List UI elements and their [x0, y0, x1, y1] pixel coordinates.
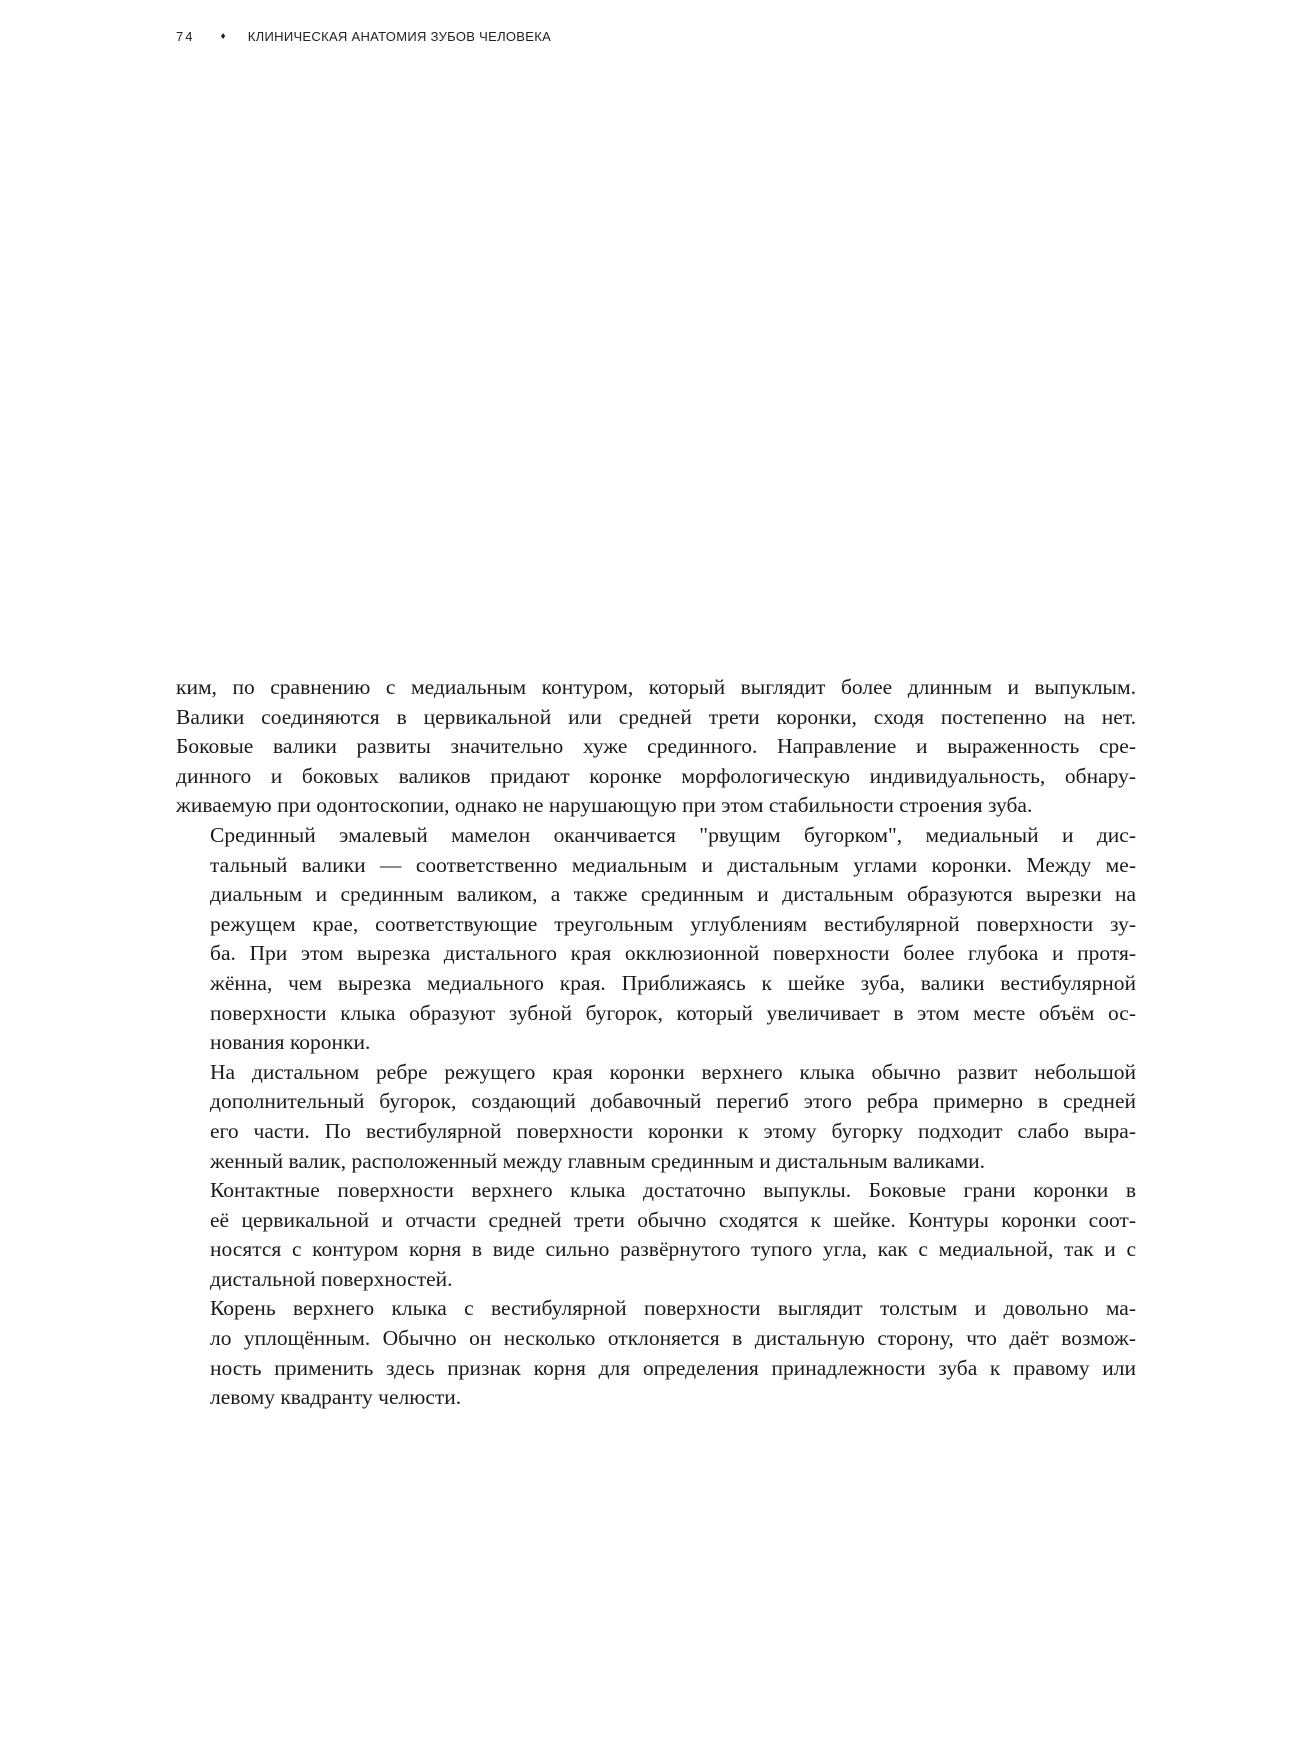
paragraph [176, 673, 1136, 821]
running-head [176, 29, 551, 44]
text-line: тальный валики — соответственно медиальным и дистальным углами коронки. Между ме- [210, 852, 1136, 877]
text-line: живаемую при одонтоскопии, однако не нарушающую при этом стабильности строения зуба. [176, 793, 1033, 818]
text-line: левому квадранту челюсти. [210, 1385, 462, 1410]
text-line: женный валик, расположенный между главным срединным и дистальным валиками. [210, 1148, 985, 1173]
paragraph [176, 821, 1136, 1058]
paragraph [176, 1176, 1136, 1294]
text-line: дополнительный бугорок, создающий добавочный перегиб этого ребра примерно в средней [210, 1089, 1136, 1114]
body-text [176, 673, 1136, 1413]
text-line: её цервикальной и отчасти средней трети обычно сходятся к шейке. Контуры коронки соот- [210, 1207, 1136, 1232]
text-line: На дистальном ребре режущего края коронки верхнего клыка обычно развит небольшой [210, 1059, 1136, 1084]
text-line: ло уплощённым. Обычно он несколько отклоняется в дистальную сторону, что даёт возмож- [210, 1326, 1136, 1351]
text-line: Боковые валики развиты значительно хуже срединного. Направление и выраженность сре- [176, 734, 1136, 759]
text-line: его части. По вестибулярной поверхности коронки к этому бугорку подходит слабо выра- [210, 1118, 1136, 1143]
text-line: ким, по сравнению с медиальным контуром, который выглядит более длинным и выпуклым. [176, 675, 1136, 699]
paragraph [176, 1058, 1136, 1176]
running-title: КЛИНИЧЕСКАЯ АНАТОМИЯ ЗУБОВ ЧЕЛОВЕКА [247, 29, 552, 44]
text-line: дистальной поверхностей. [210, 1266, 453, 1291]
text-line: Срединный эмалевый мамелон оканчивается "рвущим бугорком", медиальный и дис- [210, 822, 1136, 847]
text-line: носятся с контуром корня в виде сильно развёрнутого тупого угла, как с медиальной, так и с [210, 1237, 1136, 1262]
page-number: 74 [176, 29, 195, 44]
diamond-separator-icon: ♦ [220, 31, 226, 42]
text-line: диальным и срединным валиком, а также срединным и дистальным образуются вырезки на [210, 882, 1136, 907]
text-line: Корень верхнего клыка с вестибулярной поверхности выглядит толстым и довольно ма- [210, 1296, 1136, 1321]
text-line: ба. При этом вырезка дистального края окклюзионной поверхности более глубока и протя- [210, 941, 1136, 966]
text-line: нования коронки. [210, 1030, 371, 1055]
text-line: жённа, чем вырезка медиального края. Приближаясь к шейке зуба, валики вестибулярной [210, 970, 1136, 995]
paragraph [176, 1294, 1136, 1412]
text-line: динного и боковых валиков придают коронке морфологическую индивидуальность, обнару- [176, 763, 1136, 788]
text-line: поверхности клыка образуют зубной бугорок, который увеличивает в этом месте объём ос- [210, 1000, 1136, 1025]
text-line: Валики соединяются в цервикальной или средней трети коронки, сходя постепенно на нет. [176, 704, 1136, 729]
text-line: ность применить здесь признак корня для определения принадлежности зуба к правому или [210, 1355, 1136, 1380]
text-line: Контактные поверхности верхнего клыка достаточно выпуклы. Боковые грани коронки в [210, 1178, 1136, 1203]
text-line: режущем крае, соответствующие треугольным углублениям вестибулярной поверхности зу- [210, 911, 1136, 936]
